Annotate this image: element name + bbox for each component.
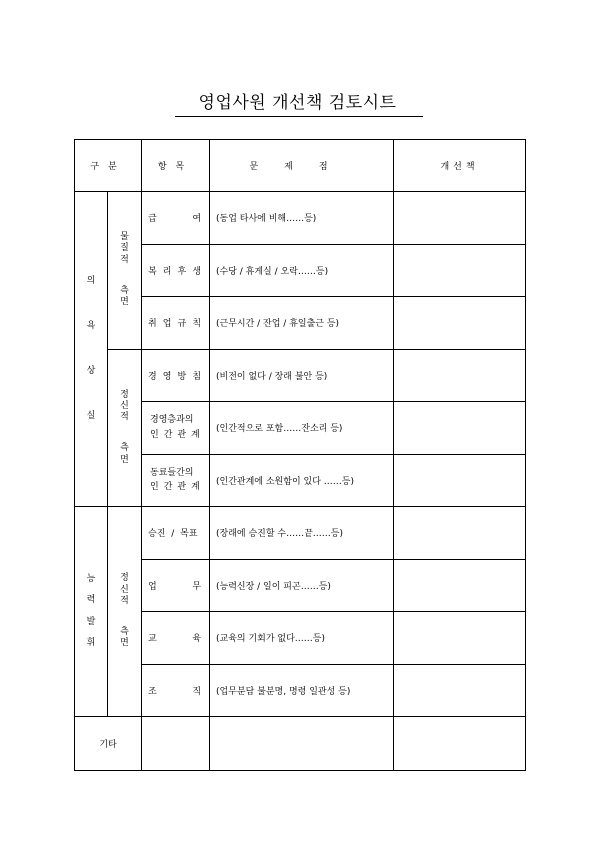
- item-cell: 취 업 규 칙: [142, 297, 210, 350]
- header-row: [75, 140, 526, 192]
- group-char: 의: [86, 275, 96, 286]
- item-cell: [142, 454, 210, 507]
- group-char: 욕: [86, 320, 96, 331]
- item-line: 경영층과의: [150, 415, 194, 426]
- header-improvement: 개선책: [394, 140, 526, 192]
- header-problem: 문제점: [210, 140, 394, 192]
- title-underline: [175, 116, 423, 117]
- item-cell: [142, 402, 210, 455]
- improvement-cell[interactable]: [394, 349, 526, 402]
- header-category: 구분: [75, 140, 142, 192]
- table-row: [75, 559, 526, 612]
- table-row: [75, 192, 526, 245]
- group-char: 실: [86, 411, 96, 422]
- problem-cell: (교육의 기회가 없다……등): [210, 612, 394, 665]
- item-cell: 급 여: [142, 192, 210, 245]
- group-ability-display: 능 력 발 휘: [75, 507, 108, 717]
- subgroup-mental-aspect: 정 신 적 측 면: [108, 507, 142, 717]
- item-line: 동료들간의: [150, 467, 194, 478]
- problem-cell: (업무분담 불분명, 명령 일관성 등): [210, 664, 394, 717]
- item-cell: 조 직: [142, 664, 210, 717]
- problem-cell: (비전이 없다 / 장래 불안 등): [210, 349, 394, 402]
- review-sheet-table: [74, 139, 526, 771]
- item-cell[interactable]: [142, 717, 210, 771]
- problem-cell: (인간적으로 포함……잔소리 등): [210, 402, 394, 455]
- page-title: 영업사원 개선책 검토시트: [198, 93, 397, 113]
- table-row: [75, 664, 526, 717]
- table-row: [75, 244, 526, 297]
- item-cell: 복 리 후 생: [142, 244, 210, 297]
- subgroup-mental-aspect: 정 신 적 측 면: [108, 349, 142, 507]
- improvement-cell[interactable]: [394, 559, 526, 612]
- problem-cell: (동업 타사에 비해……등): [210, 192, 394, 245]
- item-line: 인간관계: [150, 429, 205, 440]
- table-row: [75, 349, 526, 402]
- group-motivation-loss: [75, 192, 108, 507]
- improvement-cell[interactable]: [394, 664, 526, 717]
- item-cell: 업 무: [142, 559, 210, 612]
- problem-cell: (수당 / 휴게실 / 오락……등): [210, 244, 394, 297]
- group-char: 상: [86, 366, 96, 376]
- table-row: [75, 454, 526, 507]
- subgroup-material-aspect: 물 질 적 측 면: [108, 192, 142, 350]
- other-label: 기타: [75, 717, 142, 771]
- improvement-cell[interactable]: [394, 192, 526, 245]
- problem-cell[interactable]: [210, 717, 394, 771]
- improvement-cell[interactable]: [394, 454, 526, 507]
- improvement-cell[interactable]: [394, 244, 526, 297]
- problem-cell: (장래에 승진할 수……끝……등): [210, 507, 394, 560]
- table-row: [75, 402, 526, 455]
- improvement-cell[interactable]: [394, 402, 526, 455]
- problem-cell: (능력신장 / 일이 피곤……등): [210, 559, 394, 612]
- table-row: [75, 297, 526, 350]
- problem-cell: (인간관계에 소원함이 있다 ……등): [210, 454, 394, 507]
- item-line: 인간관계: [150, 482, 205, 493]
- improvement-cell[interactable]: [394, 612, 526, 665]
- improvement-cell[interactable]: [394, 297, 526, 350]
- header-item: 항목: [142, 140, 210, 192]
- table-row: [75, 612, 526, 665]
- improvement-cell[interactable]: [394, 717, 526, 771]
- table-row: [75, 507, 526, 560]
- problem-cell: (근무시간 / 잔업 / 휴일출근 등): [210, 297, 394, 350]
- improvement-cell[interactable]: [394, 507, 526, 560]
- item-cell: 승진 / 목표: [142, 507, 210, 560]
- table-row-other: [75, 717, 526, 771]
- item-cell: 교 육: [142, 612, 210, 665]
- item-cell: 경 영 방 침: [142, 349, 210, 402]
